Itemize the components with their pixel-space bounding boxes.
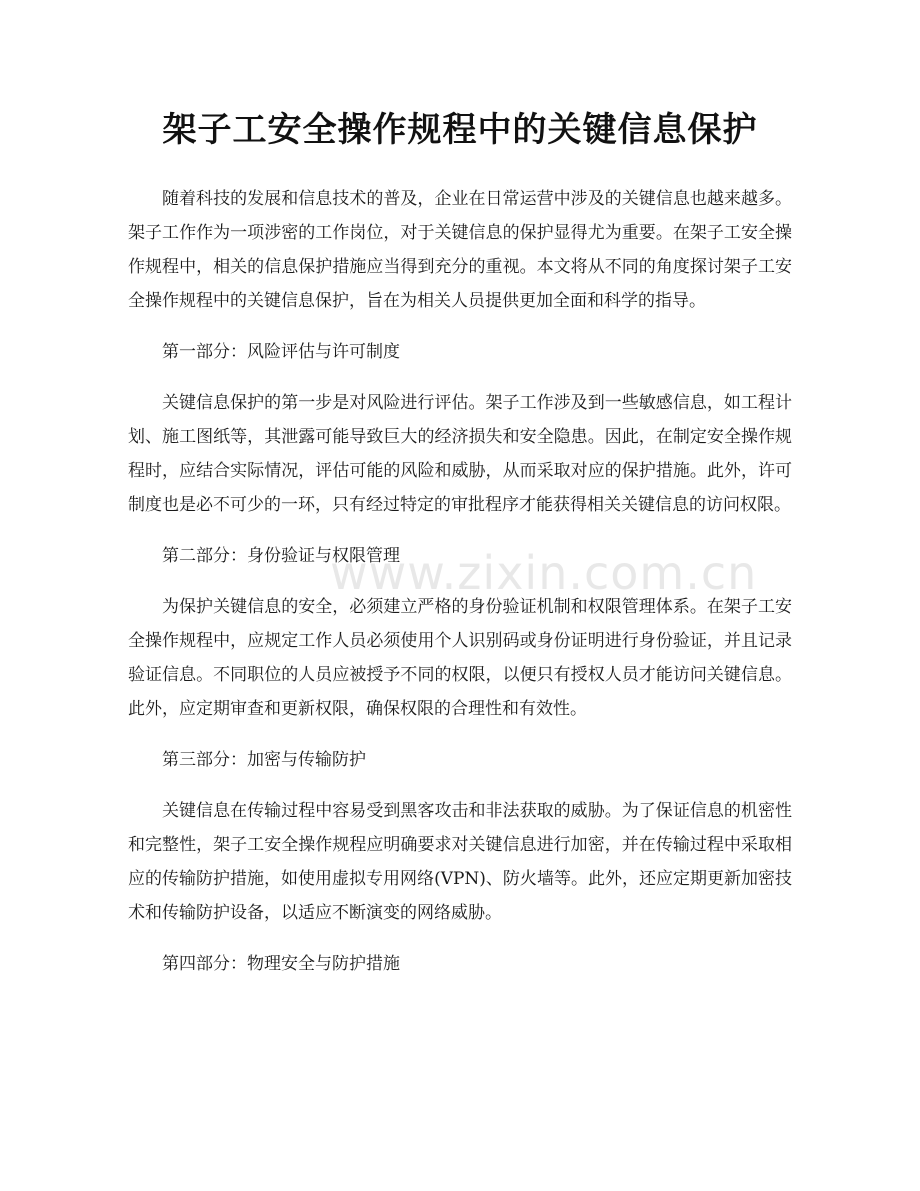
section-paragraph-1: 关键信息保护的第一步是对风险进行评估。架子工作涉及到一些敏感信息，如工程计划、施工图纸等，其泄露可能导致巨大的经济损失和安全隐患。因此，在制定安全操作规程时，应结合实际情况，评估可能的风险和威胁，从而采取对应的保护措施。此外，许可制度也是必不可少的一环，只有经过特定的审批程序才能获得相关关键信息的访问权限。	[128, 393, 792, 515]
page-title: 架子工安全操作规程中的关键信息保护	[162, 110, 758, 150]
watermark-text: www.zixin.com.cn	[330, 546, 758, 600]
document-body	[128, 182, 792, 998]
intro-paragraph: 随着科技的发展和信息技术的普及，企业在日常运营中涉及的关键信息也越来越多。架子工作作为一项涉密的工作岗位，对于关键信息的保护显得尤为重要。在架子工安全操作规程中，相关的信息保护措施应当得到充分的重视。本文将从不同的角度探讨架子工安全操作规程中的关键信息保护，旨在为相关人员提供更加全面和科学的指导。	[128, 189, 792, 311]
section-heading-2: 第二部分：身份验证与权限管理	[162, 546, 400, 566]
section-heading-3: 第三部分：加密与传输防护	[162, 750, 366, 770]
section-heading-1: 第一部分：风险评估与许可制度	[162, 342, 400, 362]
section-paragraph-2: 为保护关键信息的安全，必须建立严格的身份验证机制和权限管理体系。在架子工安全操作规程中，应规定工作人员必须使用个人识别码或身份证明进行身份验证，并且记录验证信息。不同职位的人员应被授予不同的权限，以便只有授权人员才能访问关键信息。此外，应定期审查和更新权限，确保权限的合理性和有效性。	[128, 597, 792, 719]
section-paragraph-3: 关键信息在传输过程中容易受到黑客攻击和非法获取的威胁。为了保证信息的机密性和完整性，架子工安全操作规程应明确要求对关键信息进行加密，并在传输过程中采取相应的传输防护措施，如使用虚拟专用网络(VPN)、防火墙等。此外，还应定期更新加密技术和传输防护设备，以适应不断演变的网络威胁。	[128, 801, 792, 923]
section-heading-4: 第四部分：物理安全与防护措施	[162, 954, 400, 974]
